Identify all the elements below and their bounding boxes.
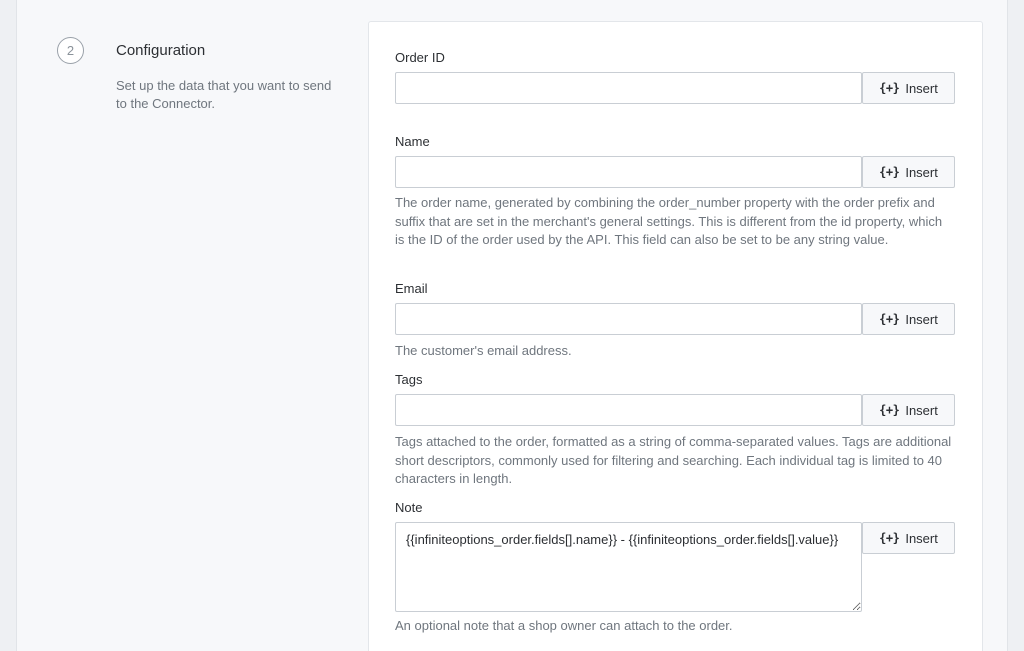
field-tags xyxy=(395,371,955,489)
order-id-insert-button[interactable] xyxy=(862,72,955,104)
step-description: Set up the data that you want to send to the Connector. xyxy=(116,78,332,111)
field-note xyxy=(395,499,955,636)
field-order-id xyxy=(395,49,955,104)
name-input[interactable] xyxy=(395,156,862,188)
field-email xyxy=(395,280,955,361)
insert-variable-icon: {+} xyxy=(879,81,900,95)
note-label: Note xyxy=(395,500,423,515)
order-id-input[interactable] xyxy=(395,72,862,104)
insert-variable-icon: {+} xyxy=(879,531,900,545)
insert-button-label: Insert xyxy=(905,530,938,546)
insert-variable-icon: {+} xyxy=(879,165,900,179)
email-help-text: The customer's email address. xyxy=(395,343,572,358)
email-input[interactable] xyxy=(395,303,862,335)
insert-button-label: Insert xyxy=(905,402,938,418)
step-number-badge: 2 xyxy=(57,37,84,64)
insert-button-label: Insert xyxy=(905,80,938,96)
order-id-label: Order ID xyxy=(395,50,445,65)
insert-variable-icon: {+} xyxy=(879,312,900,326)
tags-insert-button[interactable] xyxy=(862,394,955,426)
note-insert-button[interactable] xyxy=(862,522,955,554)
insert-button-label: Insert xyxy=(905,311,938,327)
email-label: Email xyxy=(395,281,428,296)
step-title: Configuration xyxy=(116,42,206,59)
tags-label: Tags xyxy=(395,372,423,387)
email-insert-button[interactable] xyxy=(862,303,955,335)
insert-button-label: Insert xyxy=(905,164,938,180)
tags-input[interactable] xyxy=(395,394,862,426)
name-label: Name xyxy=(395,134,430,149)
name-help-text: The order name, generated by combining the order_number property with the order prefix and suffix that are set in the merchant's general settings. This is different from the id property, which is the ID of the order used by the API. This field can also be set to be any string value. xyxy=(395,195,943,247)
tags-help-text: Tags attached to the order, formatted as a string of comma-separated values. Tags are additional short descriptors, commonly used for filtering and searching. Each individual tag is limited to 40 characters in length. xyxy=(395,434,952,486)
name-insert-button[interactable] xyxy=(862,156,955,188)
insert-variable-icon: {+} xyxy=(879,403,900,417)
note-help-text: An optional note that a shop owner can attach to the order. xyxy=(395,618,733,633)
field-name xyxy=(395,133,955,250)
note-textarea[interactable] xyxy=(395,522,862,612)
